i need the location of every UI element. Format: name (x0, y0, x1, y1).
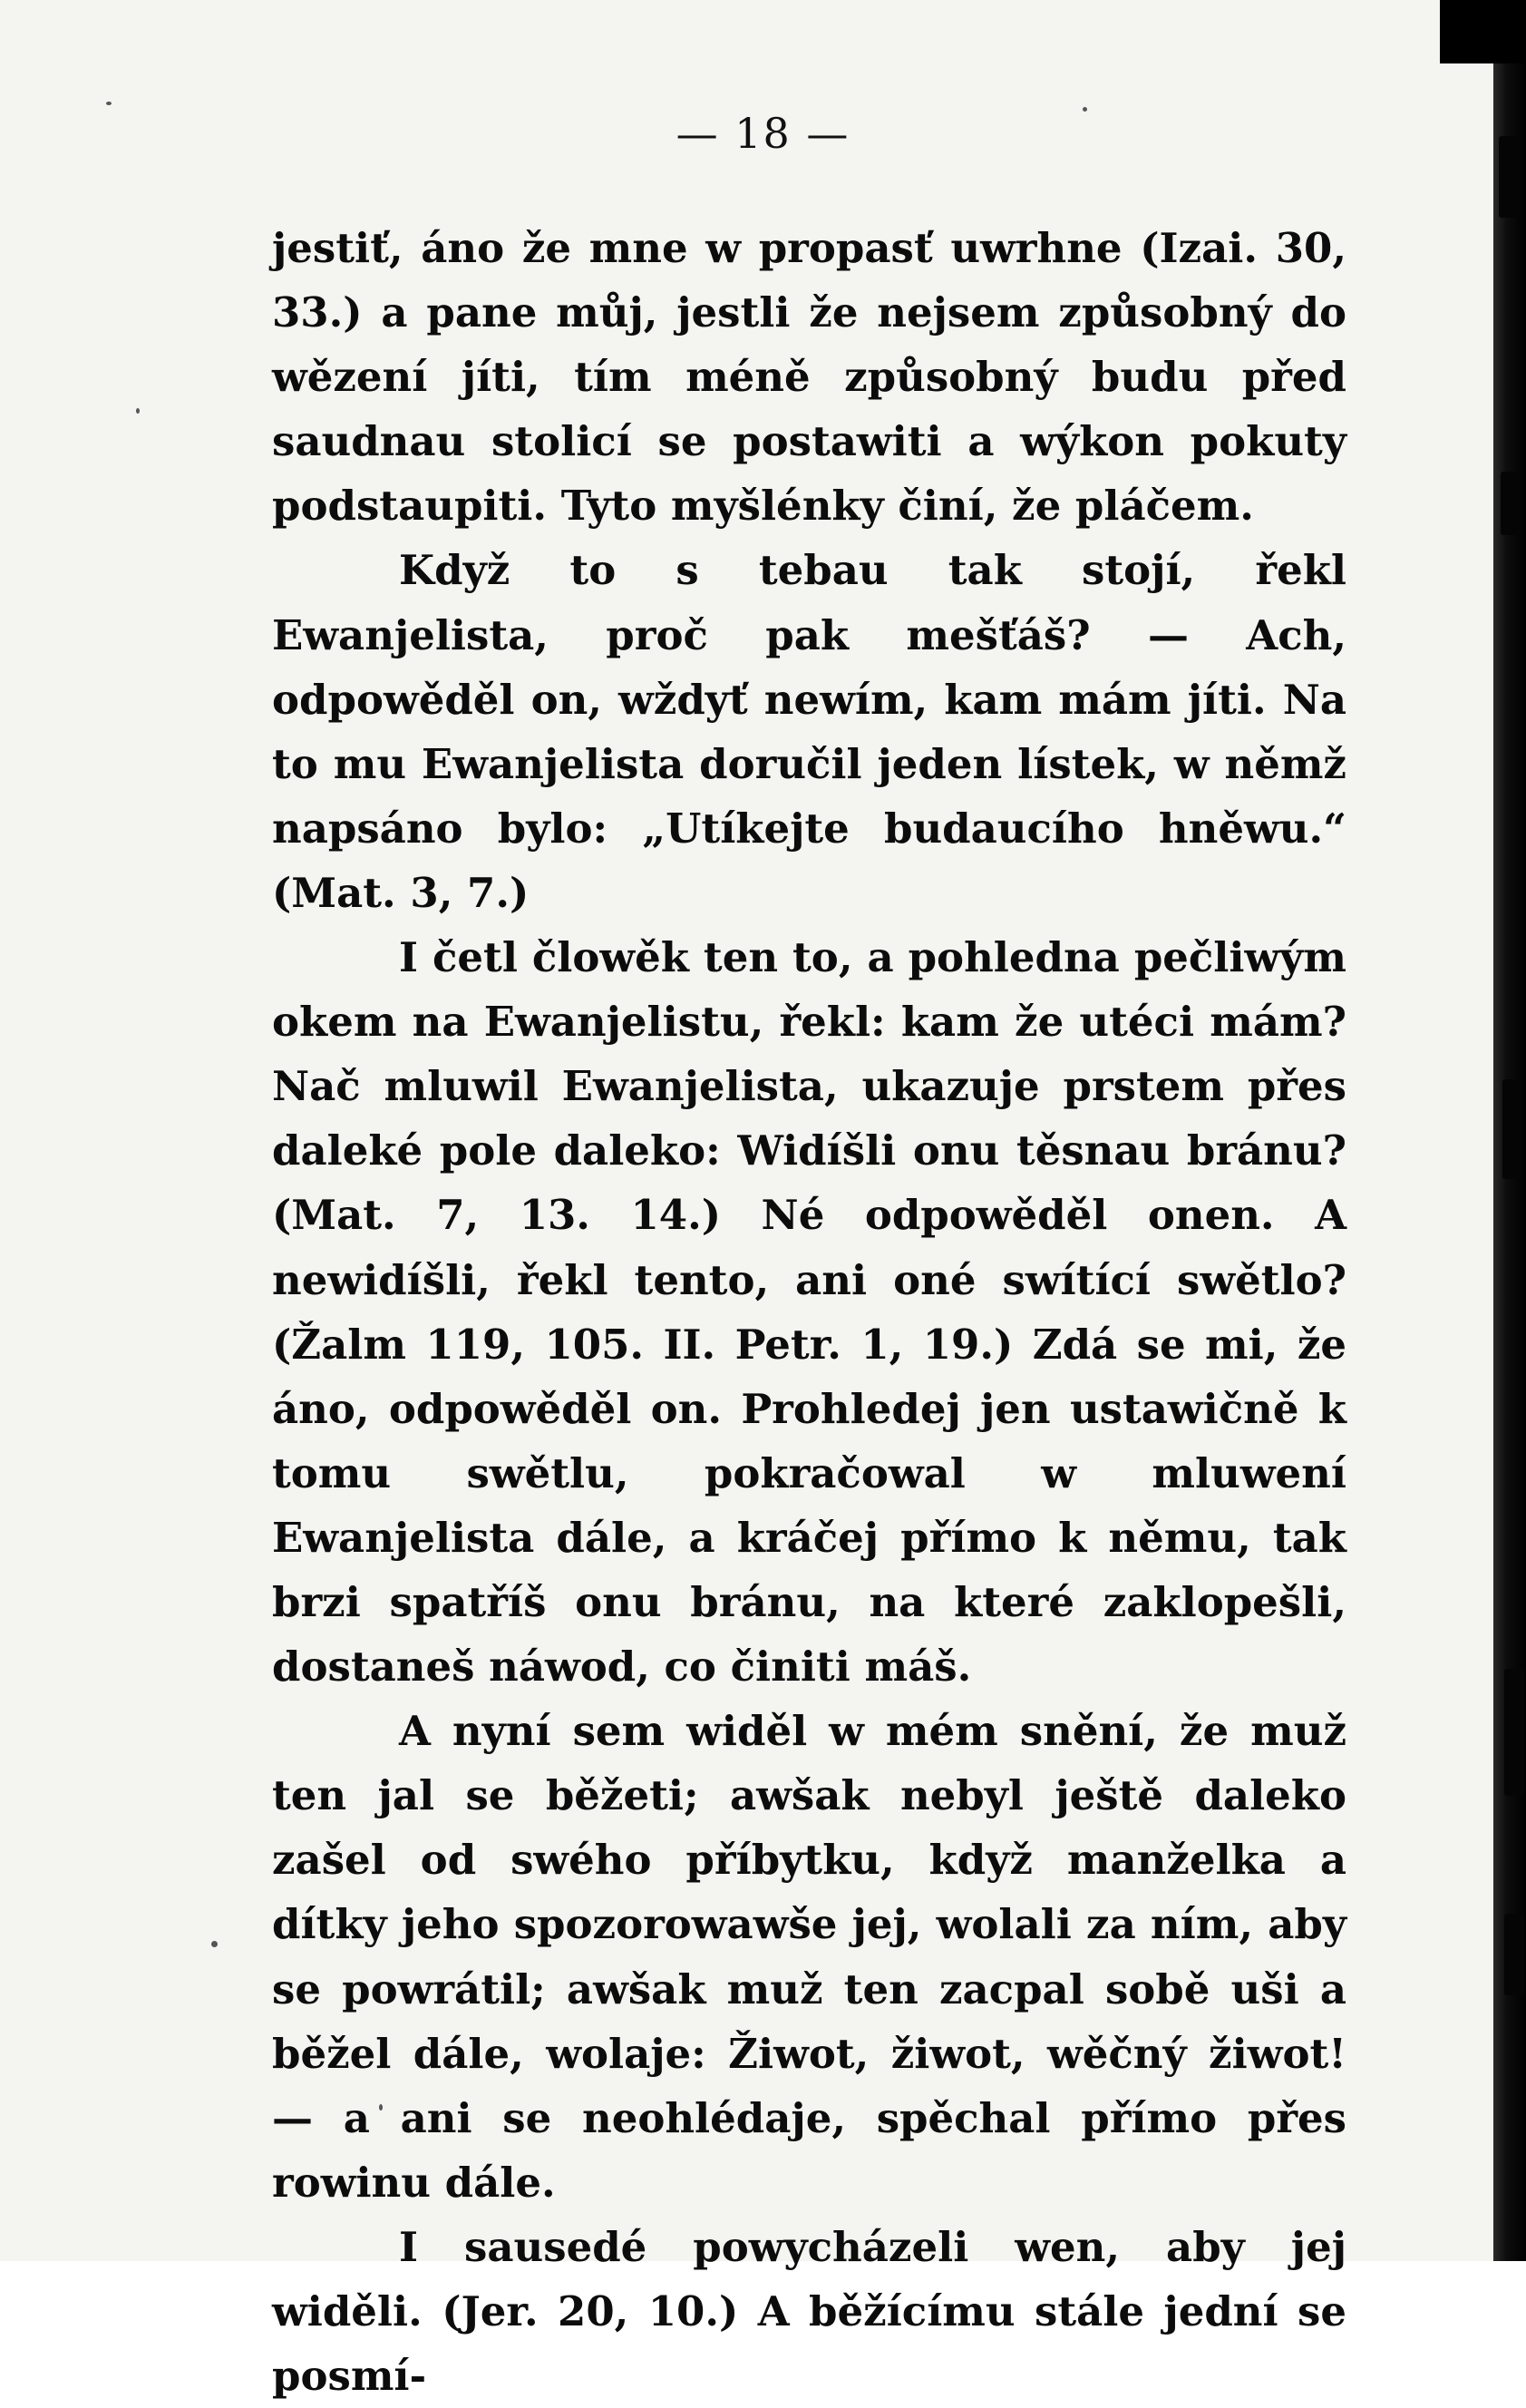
paper-speck (211, 1941, 218, 1947)
paper-speck (136, 408, 140, 414)
binding-mark (1504, 1914, 1524, 1995)
paragraph-5: I sausedé powycházeli wen, aby jej widěli. (Jer. 20, 10.) A běžícímu stále jední se posmí- (272, 2222, 1346, 2401)
paragraph-3: I četl člowěk ten to, a pohledna pečliwým okem na Ewanjelistu, řekl: kam že utéci mám? Nač mluwil Ewanjelista, ukazuje prstem přes daleké pole daleko: Widíšli onu těsnau bránu? (Mat. 7, 13. 14.) Né odpowěděl onen. A newidíšli, řekl tento, ani oné swítící swětlo? (Žalm 119, 105. II. Petr. 1, 19.) Zdá se mi, že áno, odpowěděl on. Prohledej jen ustawičně k tomu swětlu, pokračowal w mluwení Ewanjelista dále, a kráčej přímo k němu, tak brzi spatříš onu bránu, na které zaklopešli, dostaneš náwod, co činiti máš. (272, 933, 1346, 1691)
body-text (272, 216, 1346, 2408)
paper-speck (106, 102, 112, 105)
paragraph-4: A nyní sem widěl w mém snění, že muž ten jal se běžeti; awšak nebyl ještě daleko zašel od swého příbytku, když manželka a dítky jeho spozorowawše jej, wolali za ním, aby se powrátil; awšak muž ten zacpal sobě uši a běžel dále, wolaje: Žiwot, žiwot, wěčný žiwot! — a ani se neohlédaje, spěchal přímo přes rowinu dále. (272, 1707, 1346, 2207)
paragraph-2: Když to s tebau tak stojí, řekl Ewanjelista, proč pak mešťáš? — Ach, odpowěděl on, wždyť newím, kam mám jíti. Na to mu Ewanjelista doručil jeden lístek, w němž napsáno bylo: „Utíkejte budaucího hněwu.“ (Mat. 3, 7.) (272, 546, 1346, 917)
binding-mark (1501, 472, 1521, 535)
page-number: — 18 — (676, 109, 850, 158)
binding-mark (1502, 1079, 1522, 1179)
paragraph-1: jestiť, áno že mne w propasť uwrhne (Izai. 30, 33.) a pane můj, jestli že nejsem způsobný do wězení jíti, tím méně způsobný budu před saudnau stolicí se postawiti a wýkon pokuty podstaupiti. Tyto myšlénky činí, že pláčem. (272, 224, 1346, 531)
binding-mark (1504, 1669, 1524, 1796)
page-binding-corner (1440, 0, 1526, 63)
